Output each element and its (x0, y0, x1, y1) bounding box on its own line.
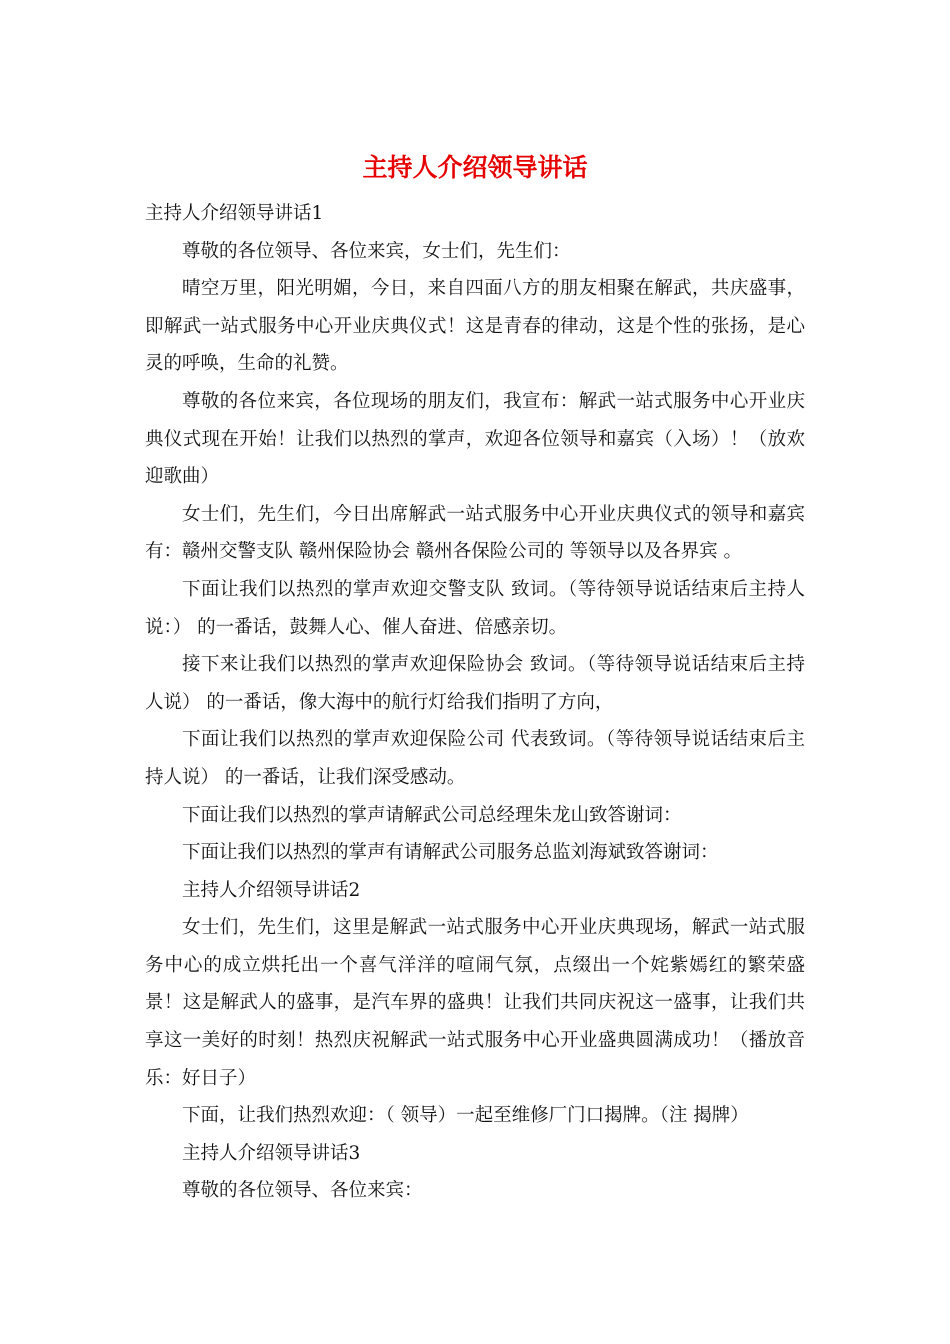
paragraph: 尊敬的各位领导、各位来宾： (182, 1180, 423, 1202)
paragraph: 下面让我们以热烈的掌声有请解武公司服务总监刘海斌致答谢词： (182, 842, 719, 864)
section-heading-1: 主持人介绍领导讲话1 (145, 203, 324, 224)
section-heading-3: 主持人介绍领导讲话3 (182, 1142, 361, 1164)
paragraph: 尊敬的各位来宾，各位现场的朋友们，我宣布：解武一站式服务中心开业庆典仪式现在开始！让我们以热烈的掌声，欢迎各位领导和嘉宾（入场）！（放欢迎歌曲） (145, 390, 805, 488)
paragraph: 接下来让我们以热烈的掌声欢迎保险协会 致词。（等待领导说话结束后主持人说） 的一番话，像大海中的航行灯给我们指明了方向， (145, 654, 805, 713)
paragraph: 尊敬的各位领导、各位来宾，女士们，先生们： (182, 240, 571, 262)
paragraph: 女士们，先生们，这里是解武一站式服务中心开业庆典现场，解武一站式服务中心的成立烘托出一个喜气洋洋的喧闹气氛，点缀出一个姹紫嫣红的繁荣盛景！这是解武人的盛事，是汽车界的盛典！让我们共同庆祝这一盛事，让我们共享这一美好的时刻！热烈庆祝解武一站式服务中心开业盛典圆满成功！（播放音乐：好日子） (145, 917, 805, 1089)
document-title: 主持人介绍领导讲话 (362, 153, 588, 182)
paragraph: 下面让我们以热烈的掌声欢迎交警支队 致词。（等待领导说话结束后主持人说：） 的一番话，鼓舞人心、催人奋进、倍感亲切。 (145, 578, 805, 638)
paragraph: 晴空万里，阳光明媚，今日，来自四面八方的朋友相聚在解武，共庆盛事，即解武一站式服务中心开业庆典仪式！这是青春的律动，这是个性的张扬，是心灵的呼唤，生命的礼赞。 (145, 278, 805, 375)
section-heading-2: 主持人介绍领导讲话2 (182, 879, 361, 901)
paragraph: 女士们，先生们，今日出席解武一站式服务中心开业庆典仪式的领导和嘉宾有：赣州交警支队 赣州保险协会 赣州各保险公司的 等领导以及各界宾 。 (145, 503, 805, 563)
document-body (145, 195, 805, 1210)
paragraph: 下面，让我们热烈欢迎：（ 领导）一起至维修厂门口揭牌。（注 揭牌） (182, 1105, 749, 1127)
paragraph: 下面让我们以热烈的掌声欢迎保险公司 代表致词。（等待领导说话结束后主持人说） 的一番话，让我们深受感动。 (145, 729, 805, 788)
paragraph: 下面让我们以热烈的掌声请解武公司总经理朱龙山致答谢词： (182, 804, 682, 826)
